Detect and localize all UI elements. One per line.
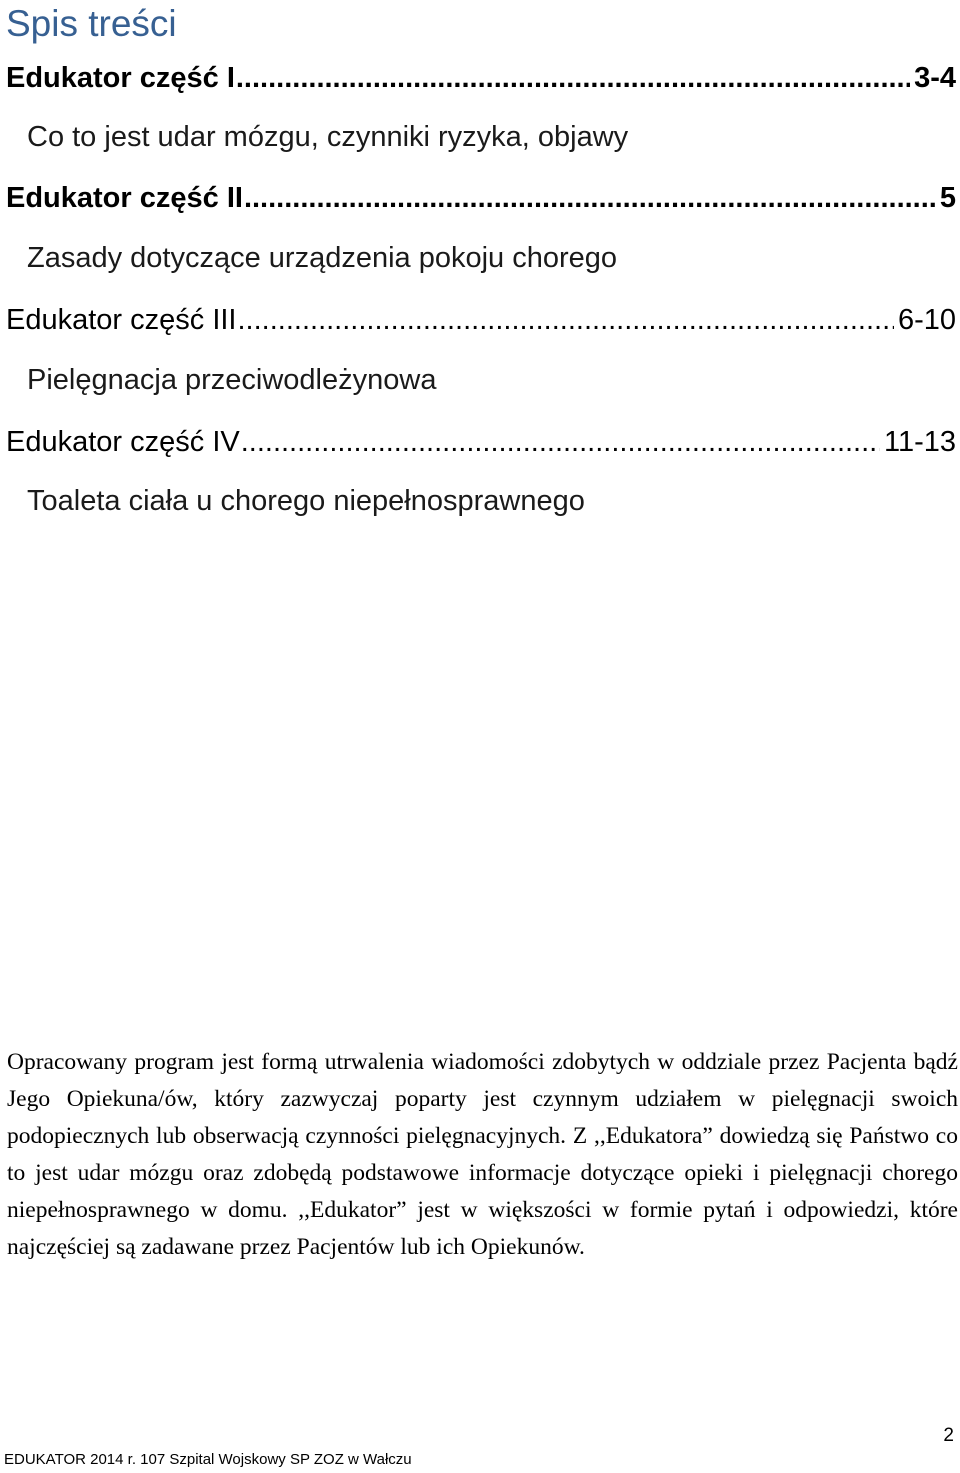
toc-entry-description: Co to jest udar mózgu, czynniki ryzyka, objawy <box>27 121 629 153</box>
toc-entry-pages: 11-13 <box>883 426 956 458</box>
page-number: 2 <box>943 1425 954 1446</box>
toc-entry-pages: 5 <box>939 182 956 214</box>
intro-paragraph: Opracowany program jest formą utrwalenia wiadomości zdobytych w oddziale przez Pacjenta bądź Jego Opiekuna/ów, który zazwyczaj poparty jest czynnym udziałem w pielęgnacji swoich podopiecznych lub obserwacją czynności pielęgnacyjnych. Z ,,Edukatora” dowiedzą się Państwo co to jest udar mózgu oraz zdobędą podstawowe informacje dotyczące opieki i pielęgnacji chorego niepełnosprawnego w domu. ,,Edukator” jest w większości w formie pytań i odpowiedzi, które najczęściej są zadawane przez Pacjentów lub ich Opiekunów. <box>7 1049 958 1260</box>
toc-entry-description: Zasady dotyczące urządzenia pokoju chorego <box>27 242 618 274</box>
toc-entry-pages: 3-4 <box>914 62 956 94</box>
toc-entry-heading: Edukator część III <box>6 304 237 336</box>
dot-leader <box>244 178 936 218</box>
toc-entry-heading: Edukator część I <box>6 62 235 94</box>
toc-entry-pages: 6-10 <box>897 304 956 336</box>
toc-entry-2[interactable] <box>6 178 956 218</box>
toc-entry-1[interactable] <box>6 58 956 98</box>
toc-entry-description: Toaleta ciała u chorego niepełnosprawnego <box>27 485 585 517</box>
dot-leader <box>236 58 910 98</box>
toc-title: Spis treści <box>6 3 177 44</box>
toc-entry-heading: Edukator część IV <box>6 426 240 458</box>
toc-entry-4[interactable] <box>6 422 956 462</box>
toc-entry-3[interactable] <box>6 300 956 340</box>
page-footer: EDUKATOR 2014 r. 107 Szpital Wojskowy SP ZOZ w Wałczu <box>4 1451 412 1468</box>
dot-leader <box>241 422 880 462</box>
toc-entry-description: Pielęgnacja przeciwodleżynowa <box>27 364 437 396</box>
toc-entry-heading: Edukator część II <box>6 182 243 214</box>
dot-leader <box>238 300 894 340</box>
